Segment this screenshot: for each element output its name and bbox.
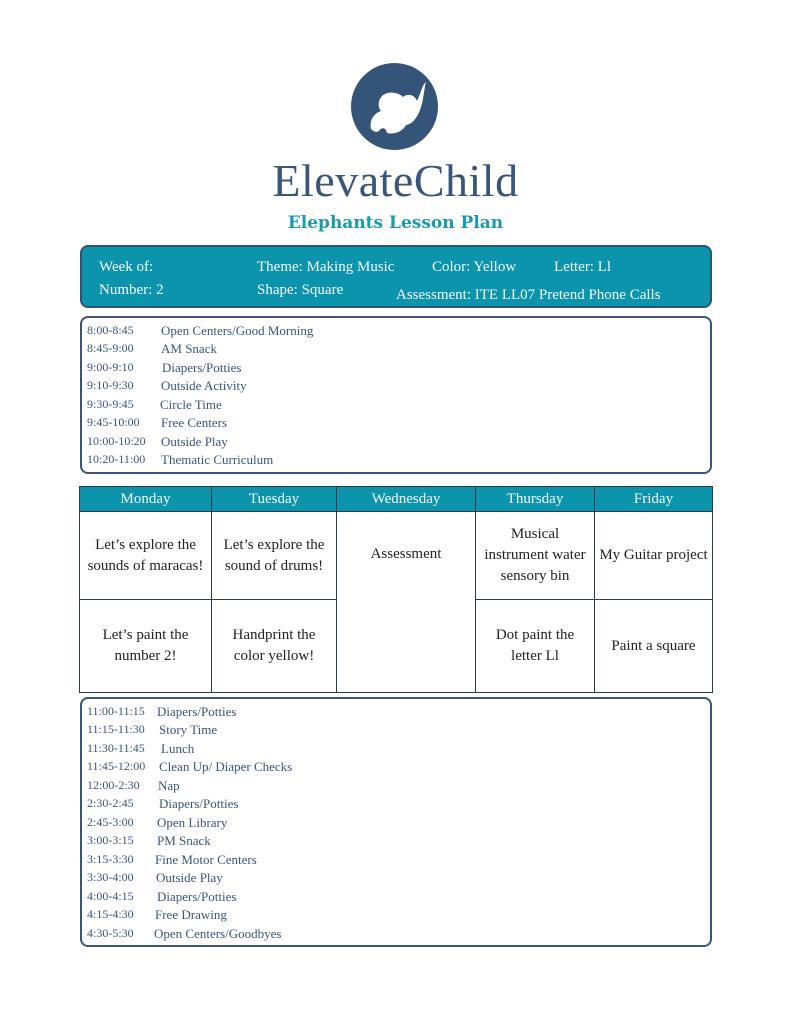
day-header-friday: Friday bbox=[595, 487, 713, 512]
number-label: Number: 2 bbox=[99, 282, 164, 298]
shape-label: Shape: Square bbox=[257, 282, 344, 298]
afternoon-schedule: 11:00-11:15 Diapers/Potties 11:15-11:30 Story Time 11:30-11:45 Lunch 11:45-12:00 Clean Up/ Diaper Checks 12:00-2:30 Nap 2:30-2:45 Diapers/Potties 2:45-3:00 Open Library 3:00-3:15 PM Snack 3:15-3:30 Fine Motor Centers 3:30-4:00 Outside Play 4:00-4:15 Diapers/Potties 4:15-4:30 Free Drawing 4:30-5:30 Open Centers/Goodbyes bbox=[80, 697, 712, 947]
table-header-row bbox=[80, 487, 713, 512]
lesson-info-box bbox=[80, 245, 712, 308]
friday-activity-1: My Guitar project bbox=[595, 512, 713, 600]
page-title: Elephants Lesson Plan bbox=[287, 213, 504, 233]
weekly-activities-table bbox=[79, 486, 713, 693]
day-header-wednesday: Wednesday bbox=[337, 487, 476, 512]
theme-label: Theme: Making Music bbox=[257, 259, 395, 275]
thursday-activity-1: Musical instrument water sensory bin bbox=[476, 512, 595, 600]
color-label: Color: Yellow bbox=[432, 259, 517, 275]
tuesday-activity-2: Handprint the color yellow! bbox=[212, 600, 337, 693]
brand-name: ElevateChild bbox=[272, 155, 519, 206]
tuesday-activity-1: Let’s explore the sound of drums! bbox=[212, 512, 337, 600]
assessment-label: Assessment: ITE LL07 Pretend Phone Calls bbox=[396, 287, 661, 303]
day-header-tuesday: Tuesday bbox=[212, 487, 337, 512]
monday-activity-2: Let’s paint the number 2! bbox=[80, 600, 212, 693]
table-row bbox=[80, 512, 713, 600]
monday-activity-1: Let’s explore the sounds of maracas! bbox=[80, 512, 212, 600]
week-of-label: Week of: bbox=[99, 259, 154, 275]
morning-schedule: 8:00-8:45 Open Centers/Good Morning 8:45-9:00 AM Snack 9:00-9:10 Diapers/Potties 9:10-9:30 Outside Activity 9:30-9:45 Circle Time 9:45-10:00 Free Centers 10:00-10:20 Outside Play 10:20-11:00 Thematic Curriculum bbox=[80, 316, 712, 474]
letter-label: Letter: Ll bbox=[554, 259, 612, 275]
day-header-thursday: Thursday bbox=[476, 487, 595, 512]
wednesday-activity: Assessment bbox=[337, 512, 476, 693]
elephant-logo-icon bbox=[351, 63, 438, 150]
thursday-activity-2: Dot paint the letter Ll bbox=[476, 600, 595, 693]
friday-activity-2: Paint a square bbox=[595, 600, 713, 693]
day-header-monday: Monday bbox=[80, 487, 212, 512]
